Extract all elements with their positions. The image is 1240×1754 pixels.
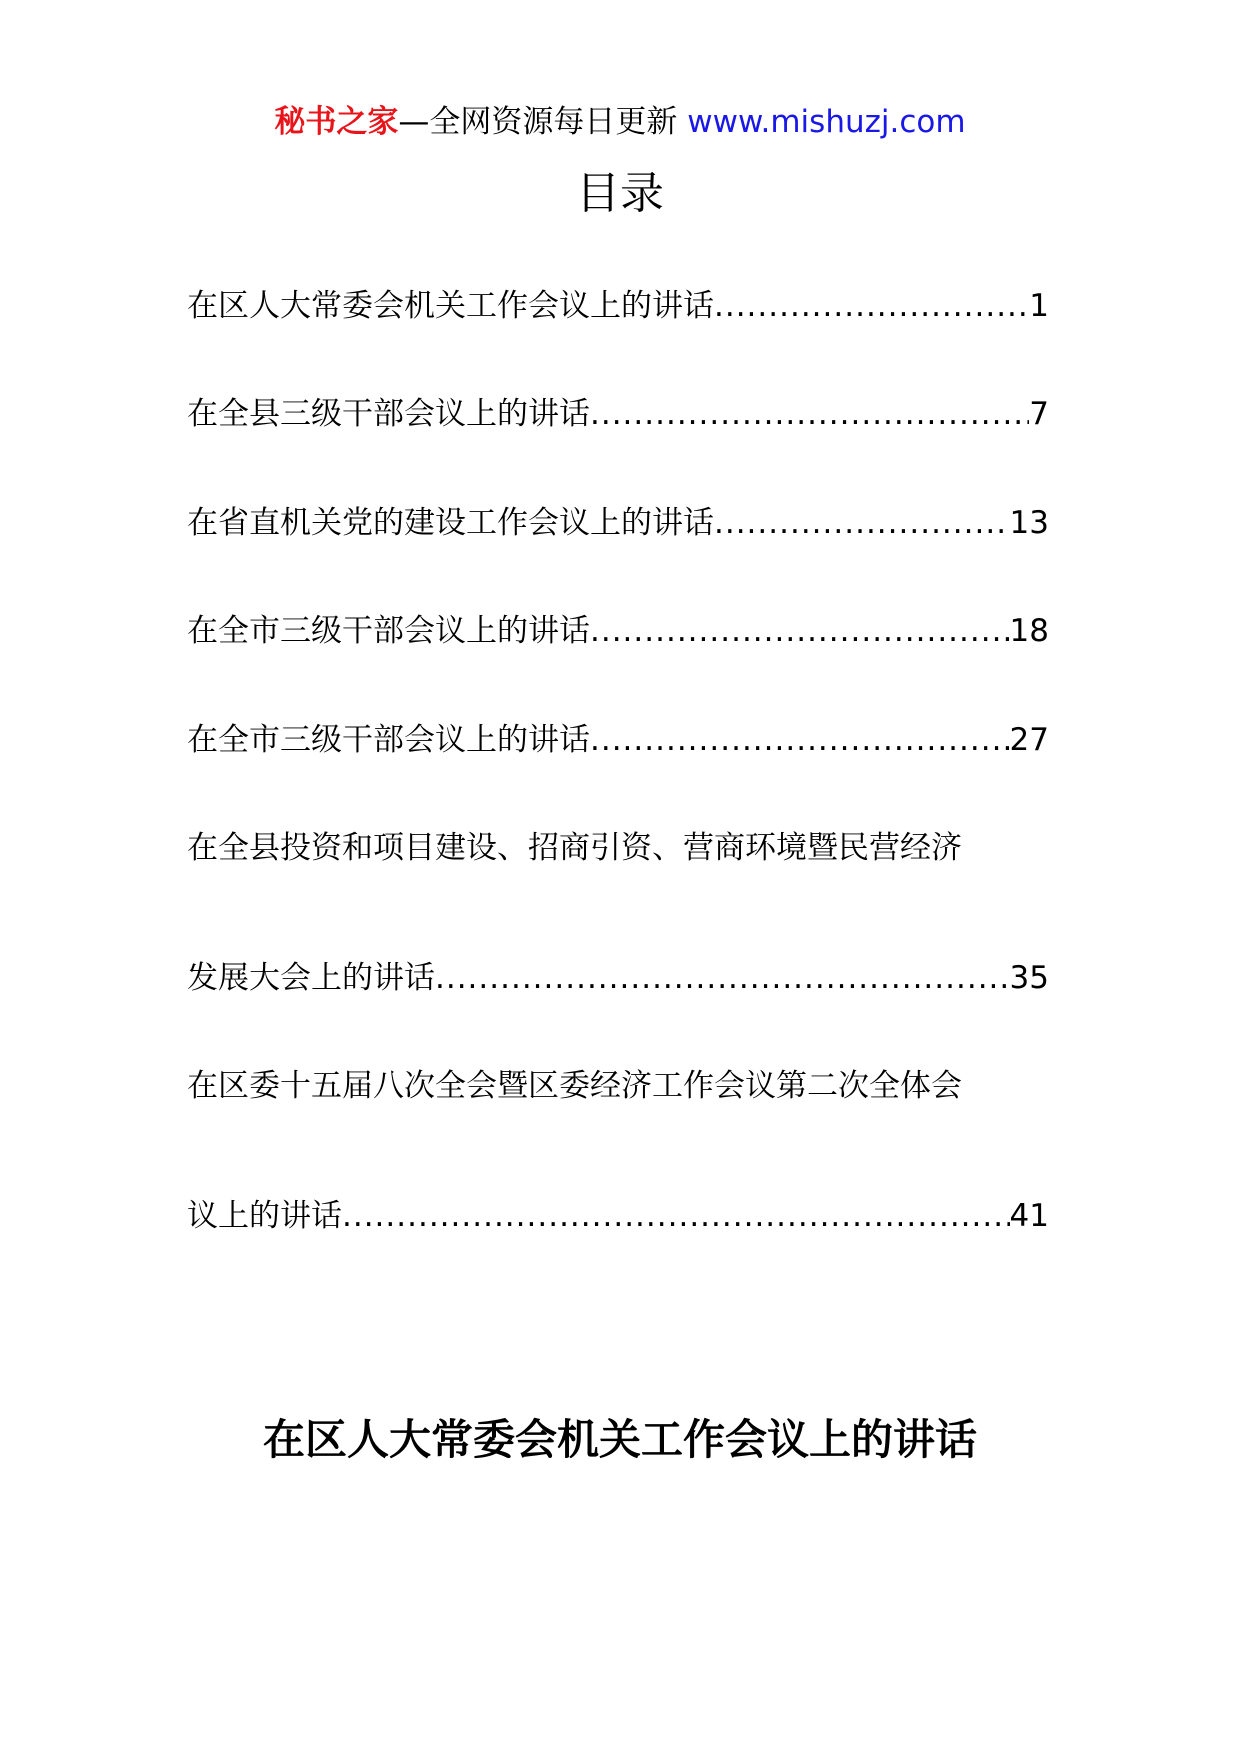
toc-entry-title: 在省直机关党的建设工作会议上的讲话 <box>187 505 714 541</box>
toc-leader-dots <box>342 1196 1010 1236</box>
toc-entry-page: 41 <box>1009 1198 1049 1234</box>
toc-leader-dots <box>590 720 1010 760</box>
brand-name: 秘书之家 <box>274 104 399 140</box>
toc-entry[interactable] <box>187 720 1049 760</box>
toc-entry-title: 在全市三级干部会议上的讲话 <box>187 722 590 758</box>
toc-entry[interactable] <box>187 1196 1049 1236</box>
toc-entry-title-line2: 议上的讲话 <box>187 1198 342 1234</box>
toc-entry[interactable] <box>187 958 1049 998</box>
toc-entry-page: 7 <box>1029 396 1049 432</box>
toc-entry[interactable] <box>187 394 1049 434</box>
toc-entry-page: 27 <box>1009 722 1049 758</box>
toc-entry-title-line1[interactable]: 在区委十五届八次全会暨区委经济工作会议第二次全体会 <box>187 1068 962 1104</box>
toc-entry-title: 在全市三级干部会议上的讲话 <box>187 613 590 649</box>
toc-leader-dots <box>714 286 1029 326</box>
toc-entry[interactable] <box>187 611 1049 651</box>
toc-entry-page: 13 <box>1009 505 1049 541</box>
site-url-link[interactable]: www.mishuzj.com <box>687 104 966 140</box>
toc-entry-title-line2: 发展大会上的讲话 <box>187 960 435 996</box>
toc-leader-dots <box>714 503 1010 543</box>
toc-entry[interactable] <box>187 286 1049 326</box>
toc-entry-title: 在全县三级干部会议上的讲话 <box>187 396 590 432</box>
toc-leader-dots <box>435 958 1010 998</box>
section-heading: 在区人大常委会机关工作会议上的讲话 <box>262 1415 977 1464</box>
toc-entry[interactable] <box>187 503 1049 543</box>
toc-entry-title: 在区人大常委会机关工作会议上的讲话 <box>187 288 714 324</box>
toc-entry-page: 1 <box>1029 288 1049 324</box>
toc-entry-title-line1[interactable]: 在全县投资和项目建设、招商引资、营商环境暨民营经济 <box>187 830 962 866</box>
site-header <box>0 102 1240 142</box>
toc-entry-page: 18 <box>1009 613 1049 649</box>
header-slogan: —全网资源每日更新 <box>398 104 678 140</box>
toc-leader-dots <box>590 394 1029 434</box>
toc-entry-page: 35 <box>1009 960 1049 996</box>
toc-leader-dots <box>590 611 1010 651</box>
toc-title: 目录 <box>576 168 664 219</box>
